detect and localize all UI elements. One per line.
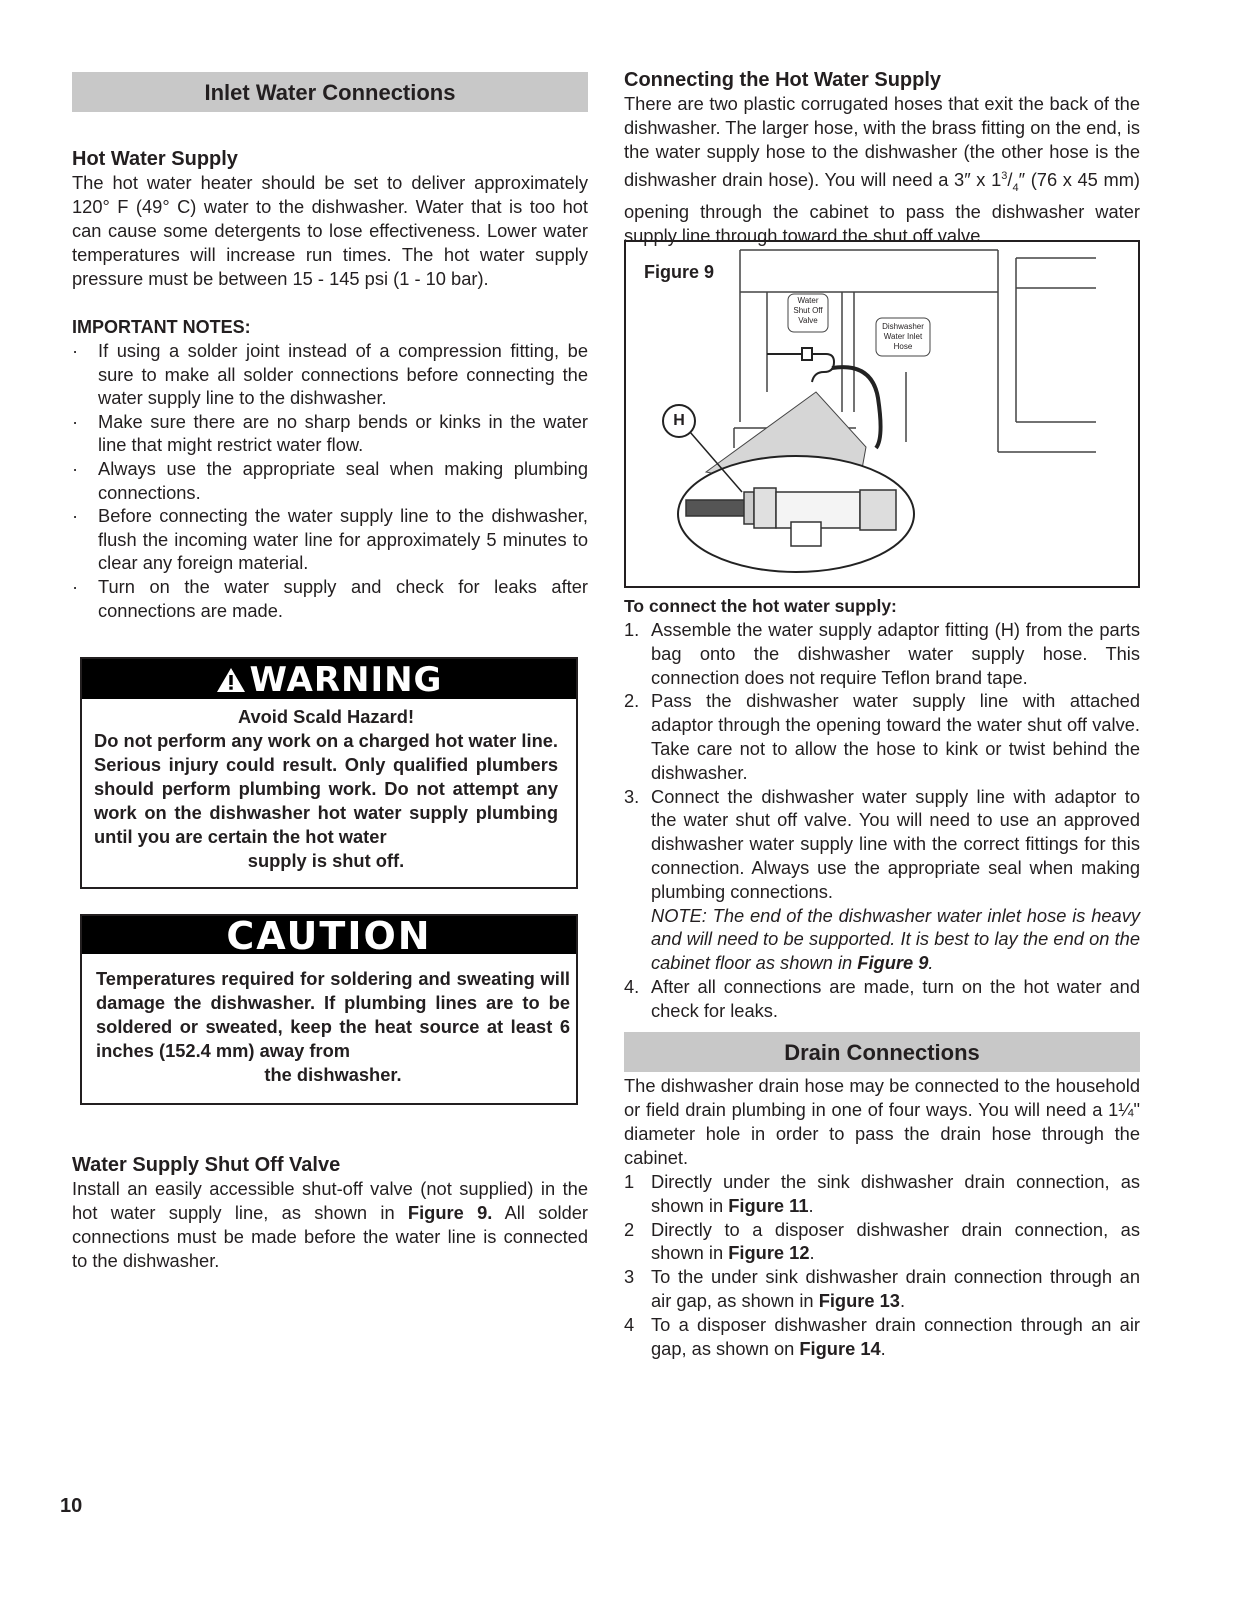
step-number: 3.	[624, 785, 640, 807]
note-text: NOTE: The end of the dishwasher water inlet hose is heavy and will need to be supported. It is best to lay the end on the cabinet floor as shown in	[651, 904, 1140, 974]
right-column	[624, 68, 1140, 248]
drain-option	[624, 1170, 1140, 1218]
warning-triangle-icon	[216, 667, 246, 693]
shutoff-section	[72, 1153, 588, 1273]
hose-callout-line: Dishwasher	[882, 322, 924, 331]
warning-text	[82, 699, 576, 873]
fraction-separator: /	[1007, 169, 1013, 191]
option-number: 1	[624, 1171, 635, 1192]
connecting-body	[624, 92, 1140, 248]
option-end: .	[809, 1242, 815, 1264]
note-item: · Always use the appropriate seal when making plumbing connections.	[72, 457, 588, 504]
note-text-end: .	[928, 952, 934, 974]
option-text: To the under sink dishwasher drain connection through an air gap, as shown in	[651, 1266, 1140, 1311]
option-figure-ref: Figure 13	[818, 1289, 900, 1311]
valve-callout-line: Water	[797, 296, 819, 305]
step-number: 4.	[624, 975, 640, 997]
shutoff-heading: Water Supply Shut Off Valve	[72, 1154, 341, 1176]
drain-section	[624, 1032, 1140, 1360]
hose-callout-line: Water Inlet	[883, 332, 923, 341]
shutoff-body-text: Install an easily accessible shut-off valve (not supplied) in the hot water supply line, as shown in	[72, 1178, 588, 1223]
note-item: · If using a solder joint instead of a compression fitting, be sure to make all solder connections before connecting the water supply line to the dishwasher.	[72, 339, 588, 410]
hot-water-heading: Hot Water Supply	[72, 148, 238, 170]
caution-body: Temperatures required for soldering and sweating will damage the dishwasher. If plumbing lines are to be soldered or sweated, keep the heat source at least 6 inches (152.4 mm) away from	[96, 968, 570, 1061]
option-figure-ref: Figure 14	[799, 1337, 881, 1359]
drain-body: The dishwasher drain hose may be connected to the household or field drain plumbing in one of four ways. You will need a 1¼" diameter hole in order to pass the drain hose through the cabinet.	[624, 1075, 1140, 1168]
note-item: · Before connecting the water supply line to the dishwasher, flush the incoming water line for approximately 5 minutes to clear any foreign material.	[72, 504, 588, 575]
important-notes-list	[72, 339, 588, 622]
option-end: .	[899, 1289, 906, 1311]
procedure-step	[624, 785, 1140, 975]
option-number: 3	[624, 1266, 635, 1288]
note-figure-ref: Figure 9	[857, 952, 929, 974]
option-number: 4	[624, 1313, 635, 1335]
option-text: Directly under the sink dishwasher drain connection, as shown in	[651, 1171, 1140, 1216]
option-figure-ref: Figure 12	[728, 1242, 810, 1264]
caution-text	[82, 954, 576, 1087]
caution-banner	[82, 914, 576, 958]
step-number: 2.	[624, 690, 640, 712]
marker-h: H	[662, 404, 696, 438]
option-text: Directly to a disposer dishwasher drain connection, as shown in	[651, 1218, 1140, 1264]
hot-water-body: The hot water heater should be set to deliver approximately 120° F (49° C) water to the dishwasher. Water that is too hot can cause some detergents to lose effectiveness. Lower water temperatures will increase run times. The hot water supply pressure must be between 15 - 145 psi (1 - 10 bar).	[72, 172, 588, 289]
important-notes-heading: IMPORTANT NOTES:	[72, 317, 251, 337]
caution-label: CAUTION	[226, 914, 432, 958]
drain-option	[624, 1313, 1140, 1361]
hose-callout	[876, 322, 930, 352]
shutoff-figure-ref: Figure 9.	[407, 1202, 493, 1223]
drain-options	[624, 1170, 1140, 1360]
drain-option	[624, 1218, 1140, 1266]
caution-last-line: the dishwasher.	[264, 1064, 402, 1085]
option-end: .	[880, 1337, 886, 1359]
step-text: Pass the dishwasher water supply line with attached adaptor through the opening toward the water shut off valve. Take care not to allow the hose to kink or twist behind the dishwasher.	[651, 690, 1140, 783]
warning-last-line: supply is shut off.	[247, 850, 405, 871]
figure-9-title: Figure 9	[644, 262, 715, 282]
procedure-heading: To connect the hot water supply:	[624, 596, 897, 616]
option-text: To a disposer dishwasher drain connection through an air gap, as shown on	[651, 1313, 1140, 1359]
note-item: · Make sure there are no sharp bends or kinks in the water line that might restrict water flow.	[72, 410, 588, 457]
inlet-section-title: Inlet Water Connections	[72, 72, 588, 112]
procedure-section	[624, 594, 1140, 1023]
connecting-heading: Connecting the Hot Water Supply	[624, 69, 942, 91]
step-text: Connect the dishwasher water supply line with adaptor to the water shut off valve. You will need to use an approved dishwasher water supply line with the correct fittings for this connection. Always use the appropriate seal when making plumbing connections.	[651, 785, 1140, 902]
drain-section-title: Drain Connections	[624, 1032, 1140, 1072]
procedure-note	[651, 904, 1140, 975]
warning-box	[80, 657, 578, 889]
shutoff-body	[72, 1177, 588, 1273]
caution-box	[80, 914, 578, 1105]
procedure-step	[624, 618, 1140, 689]
option-end: .	[808, 1194, 814, 1216]
warning-label: WARNING	[249, 660, 443, 700]
connecting-body-text: There are two plastic corrugated hoses that exit the back of the dishwasher. The larger hose, with the brass fitting on the end, is the water supply hose to the dishwasher (the other hose is the dishwasher drain hose). You will need a 3″ x 1	[624, 93, 1140, 191]
figure-9	[624, 240, 1140, 588]
step-text: Assemble the water supply adaptor fitting (H) from the parts bag onto the dishwasher water supply hose. This connection does not require Teflon brand tape.	[651, 619, 1140, 688]
valve-callout-line: Valve	[798, 316, 818, 325]
shutoff-body-text-end: All solder connections must be made before the water line is connected to the dishwasher.	[72, 1202, 589, 1271]
warning-body: Do not perform any work on a charged hot water line. Serious injury could result. Only qualified plumbers should perform plumbing work. Do not attempt any work on the dishwasher hot water supply plumbing until you are certain the hot water	[94, 730, 558, 847]
drain-option	[624, 1265, 1140, 1313]
option-figure-ref: Figure 11	[728, 1194, 809, 1216]
step-number: 1.	[624, 619, 640, 640]
connecting-body-text-end: ″ (76 x 45 mm) opening through the cabinet to pass the dishwasher water supply line through toward the shut off valve.	[624, 169, 1141, 246]
procedure-step	[624, 689, 1140, 784]
fraction-numerator: 3	[1001, 170, 1008, 182]
valve-callout-line: Shut Off	[793, 306, 823, 315]
warning-subtitle: Avoid Scald Hazard!	[237, 706, 415, 727]
option-number: 2	[624, 1218, 635, 1240]
page-number: 10	[60, 1495, 83, 1517]
procedure-step	[624, 975, 1140, 1023]
warning-banner	[82, 659, 576, 699]
valve-callout	[788, 296, 828, 326]
step-text: After all connections are made, turn on the hot water and check for leaks.	[651, 975, 1140, 1021]
note-item: · Turn on the water supply and check for leaks after connections are made.	[72, 575, 588, 622]
figure-9-illustration	[626, 242, 1138, 586]
procedure-steps	[624, 618, 1140, 1023]
hose-callout-line: Hose	[893, 342, 913, 351]
fraction-denominator: 4	[1012, 181, 1019, 194]
left-column	[72, 72, 588, 622]
